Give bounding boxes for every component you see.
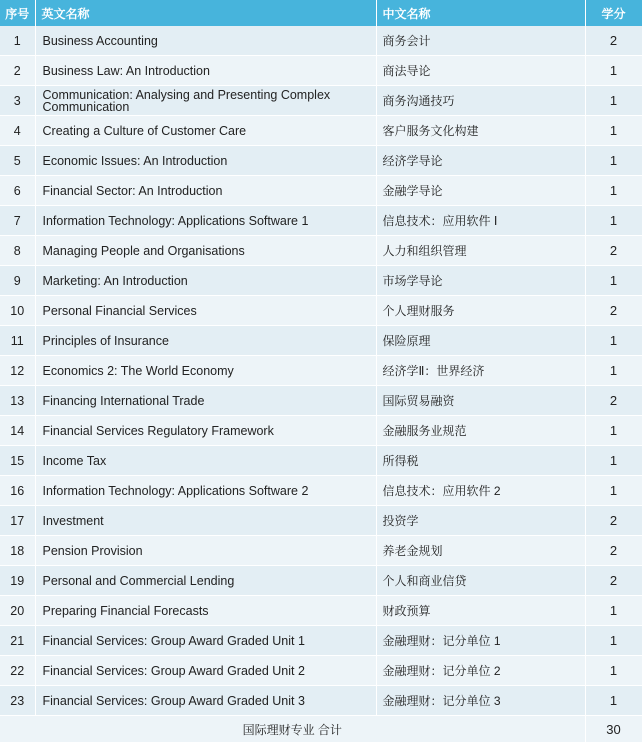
chinese-name-cell: 信息技术：应用软件 Ⅰ [376,206,585,236]
english-name-cell: Financial Sector: An Introduction [35,176,376,206]
table-row [0,146,642,176]
table-row [0,176,642,206]
credits-cell: 1 [585,116,642,146]
chinese-name-cell: 金融理财：记分单位 3 [376,686,585,716]
total-label: 国际理财专业 合计 [0,716,585,742]
english-name-cell: Financial Services: Group Award Graded Unit 2 [35,656,376,686]
row-number: 6 [0,176,35,206]
credits-cell: 2 [585,536,642,566]
table-row [0,446,642,476]
credits-cell: 1 [585,206,642,236]
chinese-name-cell: 市场学导论 [376,266,585,296]
credits-cell: 2 [585,566,642,596]
credits-cell: 1 [585,356,642,386]
english-name-cell: Pension Provision [35,536,376,566]
table-row [0,386,642,416]
row-number: 20 [0,596,35,626]
row-number: 12 [0,356,35,386]
table-row [0,116,642,146]
english-name-cell: Economics 2: The World Economy [35,356,376,386]
row-number: 7 [0,206,35,236]
table-row [0,296,642,326]
total-row [0,716,642,742]
chinese-name-cell: 人力和组织管理 [376,236,585,266]
chinese-name-cell: 经济学导论 [376,146,585,176]
credits-cell: 1 [585,266,642,296]
chinese-name-cell: 保险原理 [376,326,585,356]
table-row [0,356,642,386]
english-name-cell: Investment [35,506,376,536]
english-name-cell: Financial Services: Group Award Graded Unit 3 [35,686,376,716]
chinese-name-cell: 信息技术：应用软件 2 [376,476,585,506]
credits-cell: 1 [585,686,642,716]
table-row [0,266,642,296]
english-name-cell: Information Technology: Applications Software 2 [35,476,376,506]
row-number: 4 [0,116,35,146]
table-row [0,626,642,656]
table-row [0,656,642,686]
english-name-cell: Principles of Insurance [35,326,376,356]
english-name-cell: Personal and Commercial Lending [35,566,376,596]
chinese-name-cell: 财政预算 [376,596,585,626]
row-number: 3 [0,86,35,116]
header-no: 序号 [0,0,35,26]
english-name-cell: Financial Services: Group Award Graded Unit 1 [35,626,376,656]
table-row [0,686,642,716]
english-name-cell: Marketing: An Introduction [35,266,376,296]
english-name-cell: Communication: Analysing and Presenting Complex Communication [35,86,376,116]
credits-cell: 1 [585,326,642,356]
credits-cell: 2 [585,386,642,416]
credits-cell: 1 [585,86,642,116]
credits-cell: 2 [585,236,642,266]
row-number: 22 [0,656,35,686]
header-chinese-name: 中文名称 [376,0,585,26]
table-row [0,326,642,356]
table-header [0,0,642,26]
row-number: 15 [0,446,35,476]
chinese-name-cell: 个人理财服务 [376,296,585,326]
header-credits: 学分 [585,0,642,26]
row-number: 2 [0,56,35,86]
table-row [0,476,642,506]
credits-cell: 1 [585,626,642,656]
row-number: 11 [0,326,35,356]
header-row [0,0,642,26]
english-name-cell: Business Accounting [35,26,376,56]
credits-cell: 1 [585,176,642,206]
row-number: 17 [0,506,35,536]
chinese-name-cell: 养老金规划 [376,536,585,566]
english-name-cell: Business Law: An Introduction [35,56,376,86]
header-english-name: 英文名称 [35,0,376,26]
table-row [0,416,642,446]
table-body [0,26,642,716]
english-name-cell: Managing People and Organisations [35,236,376,266]
english-name-cell: Economic Issues: An Introduction [35,146,376,176]
table-row [0,56,642,86]
credits-cell: 1 [585,416,642,446]
row-number: 14 [0,416,35,446]
table-row [0,566,642,596]
row-number: 19 [0,566,35,596]
chinese-name-cell: 金融学导论 [376,176,585,206]
chinese-name-cell: 金融服务业规范 [376,416,585,446]
english-name-cell: Creating a Culture of Customer Care [35,116,376,146]
credits-cell: 1 [585,476,642,506]
english-name-cell: Information Technology: Applications Software 1 [35,206,376,236]
credits-cell: 2 [585,296,642,326]
credits-cell: 2 [585,26,642,56]
chinese-name-cell: 客户服务文化构建 [376,116,585,146]
credits-cell: 1 [585,446,642,476]
total-credits: 30 [585,716,642,742]
table-footer [0,716,642,742]
chinese-name-cell: 商务沟通技巧 [376,86,585,116]
table-row [0,506,642,536]
row-number: 16 [0,476,35,506]
chinese-name-cell: 金融理财：记分单位 1 [376,626,585,656]
chinese-name-cell: 所得税 [376,446,585,476]
row-number: 10 [0,296,35,326]
credits-cell: 2 [585,506,642,536]
english-name-cell: Income Tax [35,446,376,476]
chinese-name-cell: 商法导论 [376,56,585,86]
english-name-cell: Preparing Financial Forecasts [35,596,376,626]
row-number: 13 [0,386,35,416]
row-number: 1 [0,26,35,56]
row-number: 9 [0,266,35,296]
chinese-name-cell: 国际贸易融资 [376,386,585,416]
row-number: 18 [0,536,35,566]
english-name-cell: Financial Services Regulatory Framework [35,416,376,446]
credits-cell: 1 [585,146,642,176]
table-row [0,596,642,626]
english-name-cell: Financing International Trade [35,386,376,416]
row-number: 23 [0,686,35,716]
chinese-name-cell: 投资学 [376,506,585,536]
credits-cell: 1 [585,596,642,626]
row-number: 8 [0,236,35,266]
table-row [0,26,642,56]
english-name-cell: Personal Financial Services [35,296,376,326]
chinese-name-cell: 个人和商业信贷 [376,566,585,596]
chinese-name-cell: 商务会计 [376,26,585,56]
credits-cell: 1 [585,656,642,686]
table-row [0,206,642,236]
chinese-name-cell: 经济学Ⅱ：世界经济 [376,356,585,386]
table-row [0,536,642,566]
chinese-name-cell: 金融理财：记分单位 2 [376,656,585,686]
table-row [0,86,642,116]
row-number: 5 [0,146,35,176]
row-number: 21 [0,626,35,656]
credits-cell: 1 [585,56,642,86]
table-row [0,236,642,266]
